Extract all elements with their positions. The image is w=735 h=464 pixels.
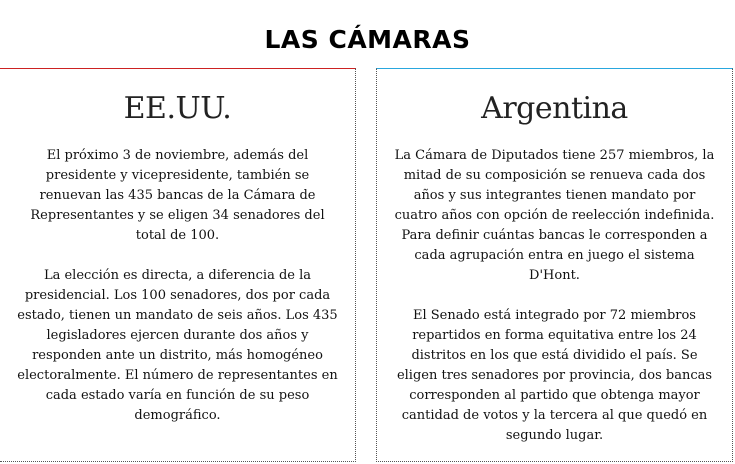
usa-heading: EE.UU.	[123, 91, 232, 126]
usa-body	[0, 146, 355, 426]
argentina-heading: Argentina	[481, 91, 628, 126]
usa-panel	[0, 68, 356, 462]
argentina-paragraph-1: La Cámara de Diputados tiene 257 miembros, la mitad de su composición se renueva cada dos años y sus integrantes tienen mandato por cuatro años con opción de reelección indefinida. Para definir cuántas bancas le corresponden a cada agrupación entra en juego el sistema D'Hont.	[394, 148, 715, 283]
argentina-panel	[376, 68, 733, 462]
argentina-body	[377, 146, 732, 446]
usa-paragraph-2: La elección es directa, a diferencia de la presidencial. Los 100 senadores, dos por cada estado, tienen un mandato de seis años. Los 435 legisladores ejercen durante dos años y responden ante un distrito, más homogéneo electoralmente. El número de representantes en cada estado varía en función de su peso demográfico.	[17, 268, 338, 423]
argentina-paragraph-2: El Senado está integrado por 72 miembros repartidos en forma equitativa entre los 24 distritos en los que está dividido el país. Se eligen tres senadores por provincia, dos bancas corresponden al partido que obtenga mayor cantidad de votos y la tercera al que quedó en segundo lugar.	[396, 308, 713, 443]
page-title: LAS CÁMARAS	[264, 24, 471, 54]
usa-paragraph-1: El próximo 3 de noviembre, además del presidente y vicepresidente, también se renuevan las 435 bancas de la Cámara de Representantes y se eligen 34 senadores del total de 100.	[30, 148, 325, 243]
